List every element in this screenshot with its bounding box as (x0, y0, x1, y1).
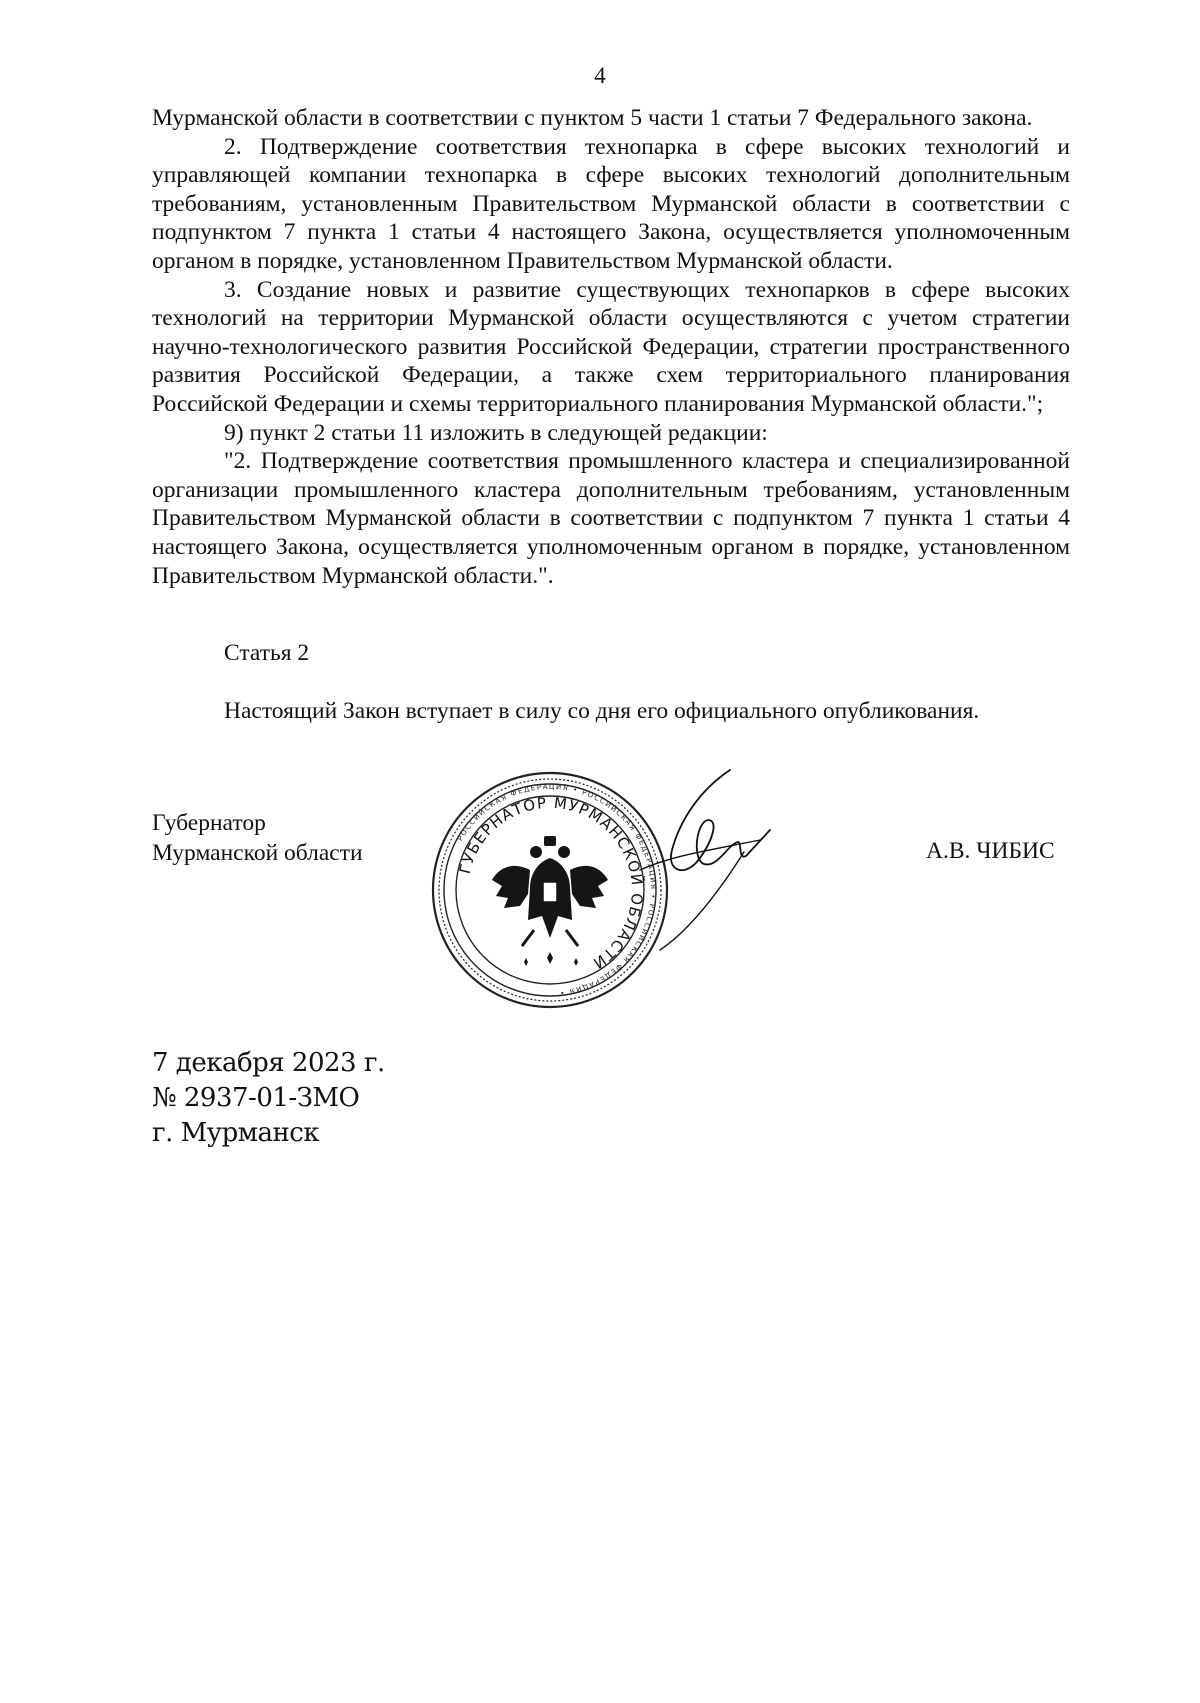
handwritten-signature-icon (620, 760, 800, 960)
issue-place: г. Мурманск (152, 1118, 320, 1148)
issue-details-stamp (152, 1046, 385, 1151)
signatory-name: А.В. ЧИБИС (926, 838, 1055, 864)
article-title: Статья 2 (224, 640, 310, 666)
paragraph-item-3: 3. Создание новых и развитие существующих технопарков в сфере высоких технологий на территории Мурманской области осуществляются с учетом стратегии научно-технологического развития Российской Федерации, стратегии пространственного развития Российской Федерации, а также схем территориального планирования Российской Федерации и схемы территориального планирования Мурманской области."; (152, 276, 1070, 417)
paragraph-amendment-text: "2. Подтверждение соответствия промышленного кластера и специализированной организации промышленного кластера дополнительным требованиям, установленным Правительством Мурманской области в соответствии с подпунктом 7 пункта 1 статьи 4 настоящего Закона, осуществляется уполномоченным органом в порядке, установленном Правительством Мурманской области.". (152, 448, 1070, 589)
page-number: 4 (594, 63, 606, 88)
signatory-title-line-1: Губернатор (152, 810, 266, 836)
article-text: Настоящий Закон вступает в силу со дня его официального опубликования. (224, 698, 980, 724)
signatory-title-line-2: Мурманской области (152, 840, 363, 866)
paragraph-continuation: Мурманской области в соответствии с пунктом 5 части 1 статьи 7 Федерального закона. (152, 105, 1033, 131)
issue-number: № 2937-01-ЗМО (152, 1083, 360, 1113)
paragraph-amendment-9: 9) пункт 2 статьи 11 изложить в следующей редакции: (224, 419, 768, 446)
law-body (152, 104, 1070, 590)
paragraph-item-2: 2. Подтверждение соответствия технопарка в сфере высоких технологий и управляющей компании технопарка в сфере высоких технологий дополнительным требованиям, установленным Правительством Мурманской области в соответствии с подпунктом 7 пункта 1 статьи 4 настоящего Закона, осуществляется уполномоченным органом в порядке, установленном Правительством Мурманской области. (152, 133, 1070, 274)
seal-outer-text: РОССИЙСКАЯ ФЕДЕРАЦИЯ • РОССИЙСКАЯ ФЕДЕРАЦИЯ • РОССИЙСКАЯ ФЕДЕРАЦИЯ • (456, 782, 658, 997)
seal-inner-text: ГУБЕРНАТОР МУРМАНСКОЙ ОБЛАСТИ (455, 793, 647, 973)
issue-date: 7 декабря 2023 г. (152, 1048, 385, 1078)
signatory-title (152, 808, 363, 868)
coat-of-arms-eagle-icon (492, 836, 608, 966)
